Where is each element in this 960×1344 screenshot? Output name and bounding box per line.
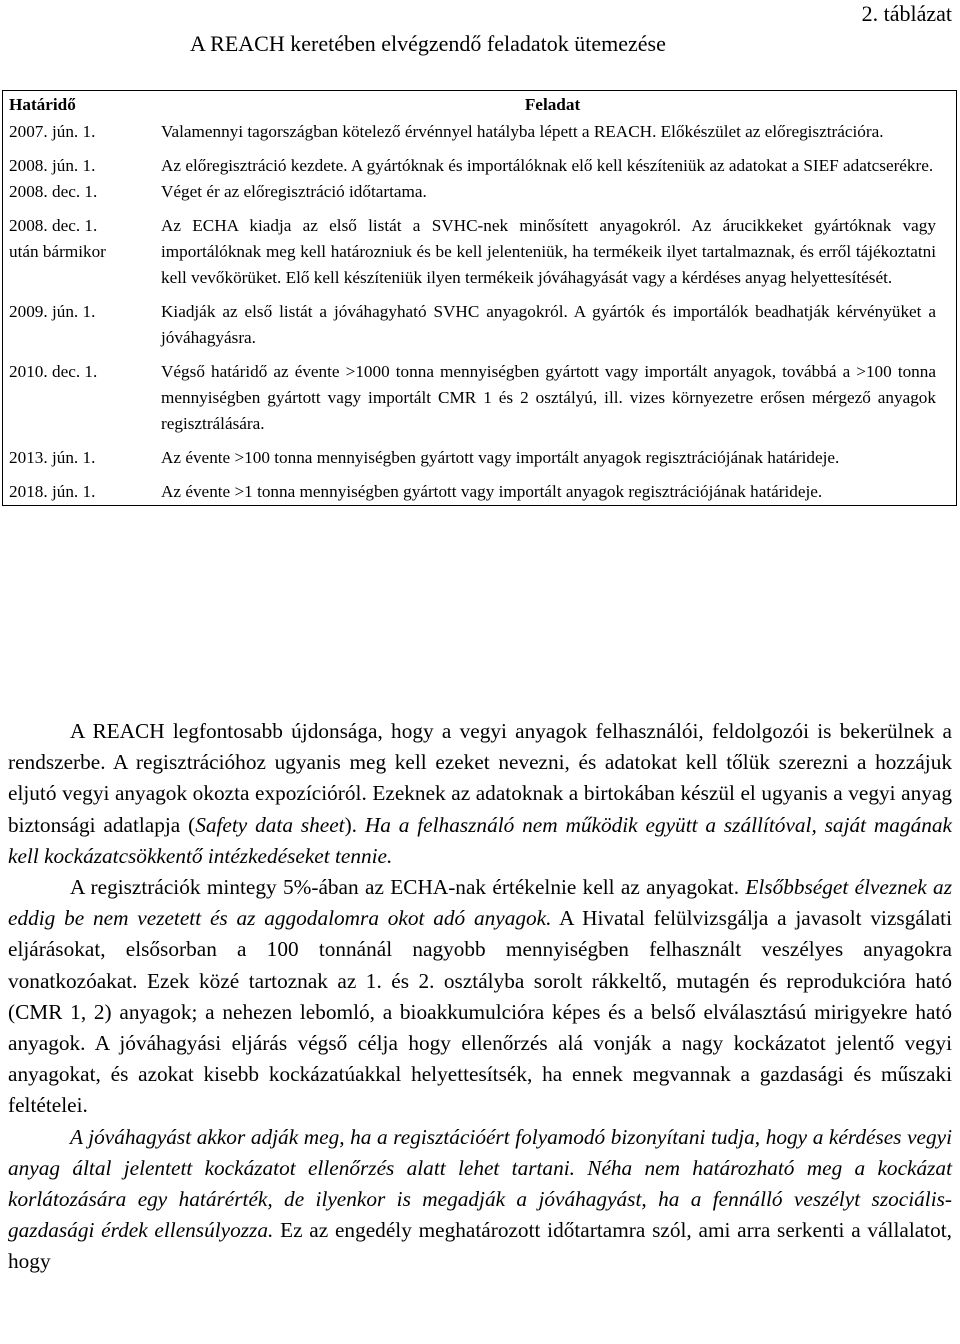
row-task: Az előregisztráció kezdete. A gyártóknak és importálóknak elő kell készíteniük az adatokat a SIEF adatcserékre. (161, 156, 934, 175)
row-task: Véget ér az előregisztráció időtartama. (161, 182, 427, 201)
paragraph-italic-text: Ha a felhasználó nem működik együtt a szállítóval, saját magának kell kockázatcsökkentő intézkedéseket tennie. (8, 812, 952, 868)
column-header-task: Feladat (524, 95, 581, 114)
paragraph-text: Ez az engedély meghatározott időtartamra szól, ami arra serkenti a vállalatot, hogy (8, 1218, 952, 1274)
table-row (3, 299, 957, 359)
schedule-table (2, 90, 957, 506)
paragraph-text: A regisztrációk mintegy 5%-ában az ECHA-nak értékelnie kell az anyagokat. (70, 875, 746, 900)
row-date: 2009. jún. 1. (9, 302, 96, 321)
table-row (3, 479, 957, 506)
row-date: 2018. jún. 1. (9, 482, 96, 501)
table-row (3, 359, 957, 445)
paragraph (8, 872, 952, 1122)
body-text (8, 716, 952, 1278)
row-task: Végső határidő az évente >1000 tonna mennyiségben gyártott vagy importált anyagok, továbbá a >100 tonna mennyiségben gyártott vagy importált CMR 1 és 2 osztályú, ill. vizes környezetre erősen mérgező anyagok regisztrálására. (161, 362, 936, 433)
table-number: 2. táblázat (861, 1, 952, 26)
paragraph (8, 1122, 952, 1278)
row-date: 2013. jún. 1. (9, 448, 96, 467)
row-date: 2008. dec. 1. után bármikor (9, 216, 106, 261)
table-row (3, 179, 957, 213)
paragraph-text: ). (344, 812, 365, 837)
row-task: Az ECHA kiadja az első listát a SVHC-nek minősített anyagokról. Az árucikkeket gyártóknak vagy importálóknak meg kell határozniuk és be kell jelenteniük, ha termékeik ilyet tartalmaznak, és erről tájékoztatni kell vevőkörüket. Elő kell készíteniük ilyen termékeik jóváhagyását vagy a kérdéses anyag helyettesítését. (161, 216, 936, 287)
table-row (3, 445, 957, 479)
table-row (3, 213, 957, 299)
row-task: Valamennyi tagországban kötelező érvénnyel hatályba lépett a REACH. Előkészület az előregisztrációra. (161, 122, 884, 141)
paragraph-text: A Hivatal felülvizsgálja a javasolt vizsgálati eljárásokat, elsősorban a 100 tonnánál nagyobb mennyiségben felhasznált veszélyes anyagokra vonatkozóakat. Ezek közé tartoznak az 1. és 2. osztályba sorolt rákkeltő, mutagén és reprodukcióra ható (CMR 1, 2) anyagok; a nehezen lebomló, a bioakkumulcióra képes és a belső elválasztású mirigyekre ható anyagok. A jóváhagyási eljárás végső célja hogy ellenőrzés alá vonják a nagy kockázatot jelentő vegyi anyagokat, és azokat kisebb kockázatúakkal helyettesítsék, ha ennek megvannak a gazdasági és műszaki feltételei. (8, 906, 952, 1118)
row-task: Az évente >100 tonna mennyiségben gyártott vagy importált anyagok regisztrációjának határideje. (161, 448, 840, 467)
row-date: 2007. jún. 1. (9, 122, 96, 141)
row-task: Az évente >1 tonna mennyiségben gyártott vagy importált anyagok regisztrációjának határideje. (161, 482, 823, 501)
table-row (3, 153, 957, 179)
column-header-deadline: Határidő (9, 95, 76, 114)
paragraph-italic-text: Elsőbbséget élveznek az eddig be nem vezetett és az aggodalomra okot adó anyagok. (8, 875, 952, 931)
table-title: A REACH keretében elvégzendő feladatok ütemezése (190, 31, 666, 56)
row-task: Kiadják az első listát a jóváhagyható SVHC anyagokról. A gyártók és importálók beadhatják kérvényüket a jóváhagyásra. (161, 302, 936, 347)
paragraph-text: A REACH legfontosabb újdonsága, hogy a vegyi anyagok felhasználói, feldolgozói is bekerülnek a rendszerbe. A regisztrációhoz ugyanis meg kell ezeket nevezni, és adatokat kell tőlük szerezni a hozzájuk eljutó vegyi anyagok okozta expozícióról. Ezeknek az adatoknak a birtokában készül el ugyanis a vegyi anyag biztonsági adatlapja ( (8, 719, 952, 837)
table-header-row (3, 91, 957, 120)
row-date: 2008. jún. 1. (9, 156, 96, 175)
paragraph-italic-text: Safety data sheet (195, 812, 345, 837)
row-date: 2008. dec. 1. (9, 182, 98, 201)
paragraph-italic-text: A jóváhagyást akkor adják meg, ha a regisztációért folyamodó bizonyítani tudja, hogy a kérdéses vegyi anyag által jelentett kockázatot ellenőrzés alatt lehet tartani. Néha nem határozható meg a kockázat korlátozására egy határérték, de ilyenkor is megadják a jóváhagyást, ha a fennálló veszélyt szociális-gazdasági érdek ellensúlyozza. (8, 1124, 952, 1243)
table-row (3, 119, 957, 153)
row-date: 2010. dec. 1. (9, 362, 98, 381)
paragraph (8, 716, 952, 872)
